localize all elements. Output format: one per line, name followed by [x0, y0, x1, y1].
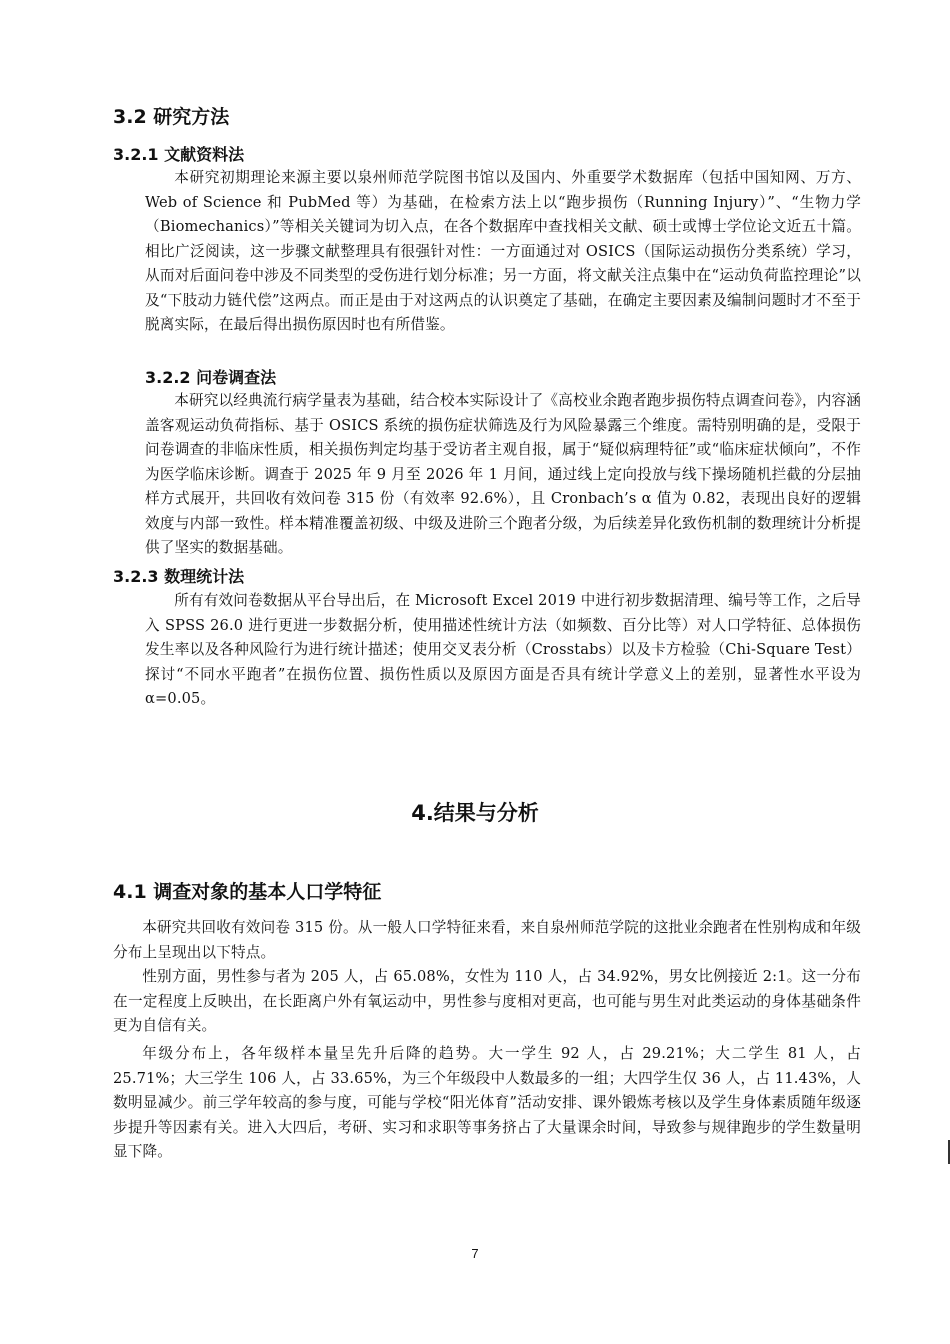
paragraph-demographics-intro: 本研究共回收有效问卷 315 份。从一般人口学特征来看，来自泉州师范学院的这批业余跑者在性别构成和年级分布上呈现出以下特点。 [113, 919, 861, 961]
paragraph-gender-distribution: 性别方面，男性参与者为 205 人，占 65.08%，女性为 110 人，占 34.92%，男女比例接近 2:1。这一分布在一定程度上反映出，在长距离户外有氧运动中，男性参与度相对更高，也可能与男生对此类运动的身体基础条件更为自信有关。 [113, 968, 861, 1034]
subsection-heading-3-2-3: 3.2.3 数理统计法 [113, 567, 245, 586]
paragraph-questionnaire-method: 本研究以经典流行病学量表为基础，结合校本实际设计了《高校业余跑者跑步损伤特点调查问卷》，内容涵盖客观运动负荷指标、基于 OSICS 系统的损伤症状筛选及行为风险暴露三个维度。需特别明确的是，受限于问卷调查的非临床性质，相关损伤判定均基于受访者主观自报，属于“疑似病理特征”或“临床症状倾向”，不作为医学临床诊断。调查于 2025 年 9 月至 2026 年 1 月间，通过线上定向投放与线下操场随机拦截的分层抽样方式展开，共回收有效问卷 315 份（有效率 92.6%），且 Cronbach’s α 值为 0.82，表现出良好的逻辑效度与内部一致性。样本精准覆盖初级、中级及进阶三个跑者分级，为后续差异化致伤机制的数理统计分析提供了坚实的数据基础。 [145, 392, 861, 556]
section-heading-3-2: 3.2 研究方法 [113, 106, 230, 128]
section-heading-4-1: 4.1 调查对象的基本人口学特征 [113, 881, 382, 903]
paragraph-grade-distribution: 年级分布上，各年级样本量呈先升后降的趋势。大一学生 92 人，占 29.21%；大二学生 81 人，占 25.71%；大三学生 106 人，占 33.65%，为三个年级段中人数最多的一组；大四学生仅 36 人，占 11.43%，人数明显减少。前三学年较高的参与度，可能与学校“阳光体育”活动安排、课外锻炼考核以及学生身体素质随年级逐步提升等因素有关。进入大四后，考研、实习和求职等事务挤占了大量课余时间，导致参与规律跑步的学生数量明显下降。 [113, 1045, 861, 1160]
page-number: 7 [471, 1246, 479, 1261]
chapter-heading-4: 4.结果与分析 [411, 801, 539, 825]
subsection-heading-3-2-1: 3.2.1 文献资料法 [113, 145, 245, 164]
paragraph-literature-method: 本研究初期理论来源主要以泉州师范学院图书馆以及国内、外重要学术数据库（包括中国知网、万方、Web of Science 和 PubMed 等）为基础，在检索方法上以“跑步损伤（Running Injury）”、“生物力学（Biomechanics）”等相关关键词为切入点，在各个数据库中查找相关文献、硕士或博士学位论文近五十篇。相比广泛阅读，这一步骤文献整理具有很强针对性：一方面通过对 OSICS（国际运动损伤分类系统）学习，从而对后面问卷中涉及不同类型的受伤进行划分标准；另一方面，将文献关注点集中在“运动负荷监控理论”以及“下肢动力链代偿”这两点。而正是由于对这两点的认识奠定了基础，在确定主要因素及编制问题时才不至于脱离实际，在最后得出损伤原因时也有所借鉴。 [145, 169, 861, 333]
subsection-heading-3-2-2: 3.2.2 问卷调查法 [145, 368, 277, 387]
paragraph-statistics-method: 所有有效问卷数据从平台导出后，在 Microsoft Excel 2019 中进行初步数据清理、编号等工作，之后导入 SPSS 26.0 进行更进一步数据分析，使用描述性统计方法（如频数、百分比等）对人口学特征、总体损伤发生率以及各种风险行为进行统计描述；使用交叉表分析（Crosstabs）以及卡方检验（Chi-Square Test）探讨“不同水平跑者”在损伤位置、损伤性质以及原因方面是否具有统计学意义上的差别，显著性水平设为 α=0.05。 [145, 592, 861, 707]
